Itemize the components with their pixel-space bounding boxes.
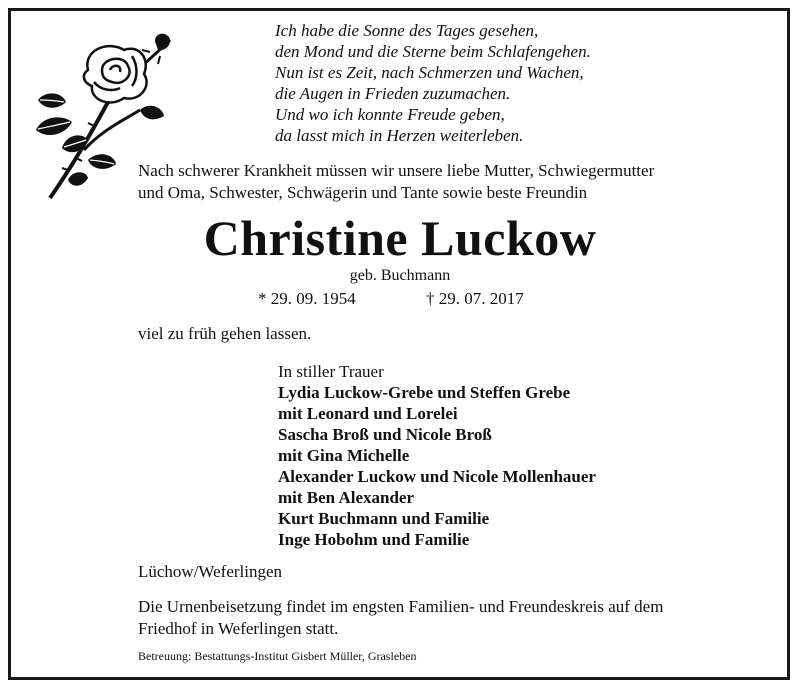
mourner-name: Inge Hobohm und Familie	[278, 530, 470, 549]
poem-line: den Mond und die Sterne beim Schlafengehen.	[275, 42, 591, 61]
mourner-name: Lydia Luckow-Grebe und Steffen Grebe	[278, 383, 571, 402]
poem-line: die Augen in Frieden zuzumachen.	[275, 84, 511, 103]
death-date: † 29. 07. 2017	[426, 289, 524, 308]
burial-line: Friedhof in Weferlingen statt.	[138, 619, 339, 638]
mourners-lead: In stiller Trauer	[278, 362, 384, 381]
poem-line: Ich habe die Sonne des Tages gesehen,	[275, 21, 539, 40]
poem-line: da lasst mich in Herzen weiterleben.	[275, 126, 524, 145]
intro-line: und Oma, Schwester, Schwägerin und Tante sowie beste Freundin	[138, 183, 588, 202]
mourner-name: mit Gina Michelle	[278, 446, 410, 465]
mourner-name: Sascha Broß und Nicole Broß	[278, 425, 492, 444]
mourners-list	[278, 361, 596, 550]
maiden-name: geb. Buchmann	[349, 267, 451, 284]
intro-line: Nach schwerer Krankheit müssen wir unsere liebe Mutter, Schwiegermutter	[138, 161, 655, 180]
mourner-name: Alexander Luckow und Nicole Mollenhauer	[278, 467, 596, 486]
mourner-name: mit Leonard und Lorelei	[278, 404, 458, 423]
funeral-home-credit: Betreuung: Bestattungs-Institut Gisbert Müller, Grasleben	[138, 649, 417, 663]
poem-line: Und wo ich konnte Freude geben,	[275, 105, 505, 124]
deceased-name: Christine Luckow	[203, 210, 597, 266]
place-line: Lüchow/Weferlingen	[138, 562, 283, 581]
birth-date: * 29. 09. 1954	[258, 289, 356, 308]
burial-notice	[138, 596, 778, 640]
mourner-name: Kurt Buchmann und Familie	[278, 509, 490, 528]
mourner-name: mit Ben Alexander	[278, 488, 414, 507]
poem	[275, 20, 591, 146]
intro-text	[138, 160, 768, 204]
burial-line: Die Urnenbeisetzung findet im engsten Familien- und Freundeskreis auf dem	[138, 597, 664, 616]
poem-line: Nun ist es Zeit, nach Schmerzen und Wachen,	[275, 63, 584, 82]
closing-line: viel zu früh gehen lassen.	[138, 324, 312, 343]
